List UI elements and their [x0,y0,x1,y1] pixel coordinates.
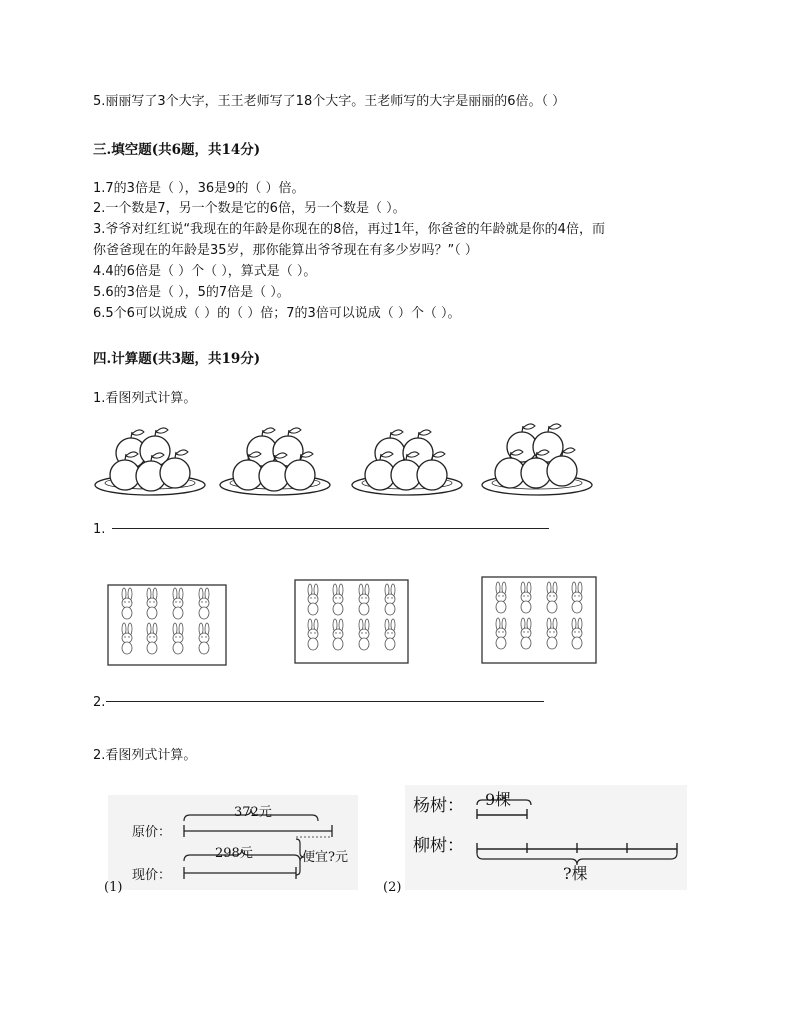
original-price-value: 372元 [234,805,272,820]
question-5-judge: 5.丽丽写了3个大字，王王老师写了18个大字。王老师写的大字是丽丽的6倍。（ ） [93,94,566,109]
figure-1-label: (1) [104,880,123,895]
rabbit-card-1 [108,585,226,665]
answer-line-2-label: 2. [93,695,106,710]
fill-item-5: 5.6的3倍是（ ），5的7倍是（ ）。 [93,285,290,300]
fill-item-6: 6.5个6可以说成（ ）的（ ）倍；7的3倍可以说成（ ）个（ ）。 [93,306,461,321]
discount-label: 便宜?元 [302,850,348,865]
poplar-label: 杨树： [413,796,464,816]
calc-q2-title: 2.看图列式计算。 [93,748,197,763]
calc-q1-title: 1.看图列式计算。 [93,391,197,406]
rabbit-card-2 [295,580,408,663]
answer-line-2[interactable] [106,701,544,702]
answer-line-1-label: 1. [93,522,106,537]
plate-2 [220,428,330,495]
plate-3 [352,430,462,495]
rabbit-cards-figure [105,575,605,670]
fill-item-3-line1: 3.爷爷对红红说“我现在的年龄是你现在的8倍，再过1年，你爸爸的年龄就是你的4倍，而 [93,222,605,237]
answer-line-1[interactable] [112,528,549,529]
rabbit-card-3 [482,577,596,663]
original-price-label: 原价： [132,825,172,840]
section-4-heading: 四.计算题(共3题，共19分) [93,351,261,367]
figure-2-label: (2) [383,880,402,895]
plate-1 [95,428,205,495]
fill-item-4: 4.4的6倍是（ ）个（ ），算式是（ ）。 [93,264,317,279]
fill-item-2: 2.一个数是7，另一个数是它的6倍，另一个数是（ ）。 [93,201,406,216]
fill-item-3-line2: 你爸爸现在的年龄是35岁，那你能算出爷爷现在有多少岁吗？”（ ） [93,243,478,258]
fill-item-1: 1.7的3倍是（ ），36是9的（ ）倍。 [93,181,305,196]
current-price-value: 298元 [215,846,253,861]
current-price-label: 现价： [132,868,172,883]
willow-value: ?棵 [563,864,588,883]
section-3-heading: 三.填空题(共6题，共14分) [93,142,261,158]
plate-4 [482,424,592,495]
willow-label: 柳树： [413,836,464,856]
poplar-value: 9棵 [485,790,512,809]
apple-plates-figure [100,425,620,505]
